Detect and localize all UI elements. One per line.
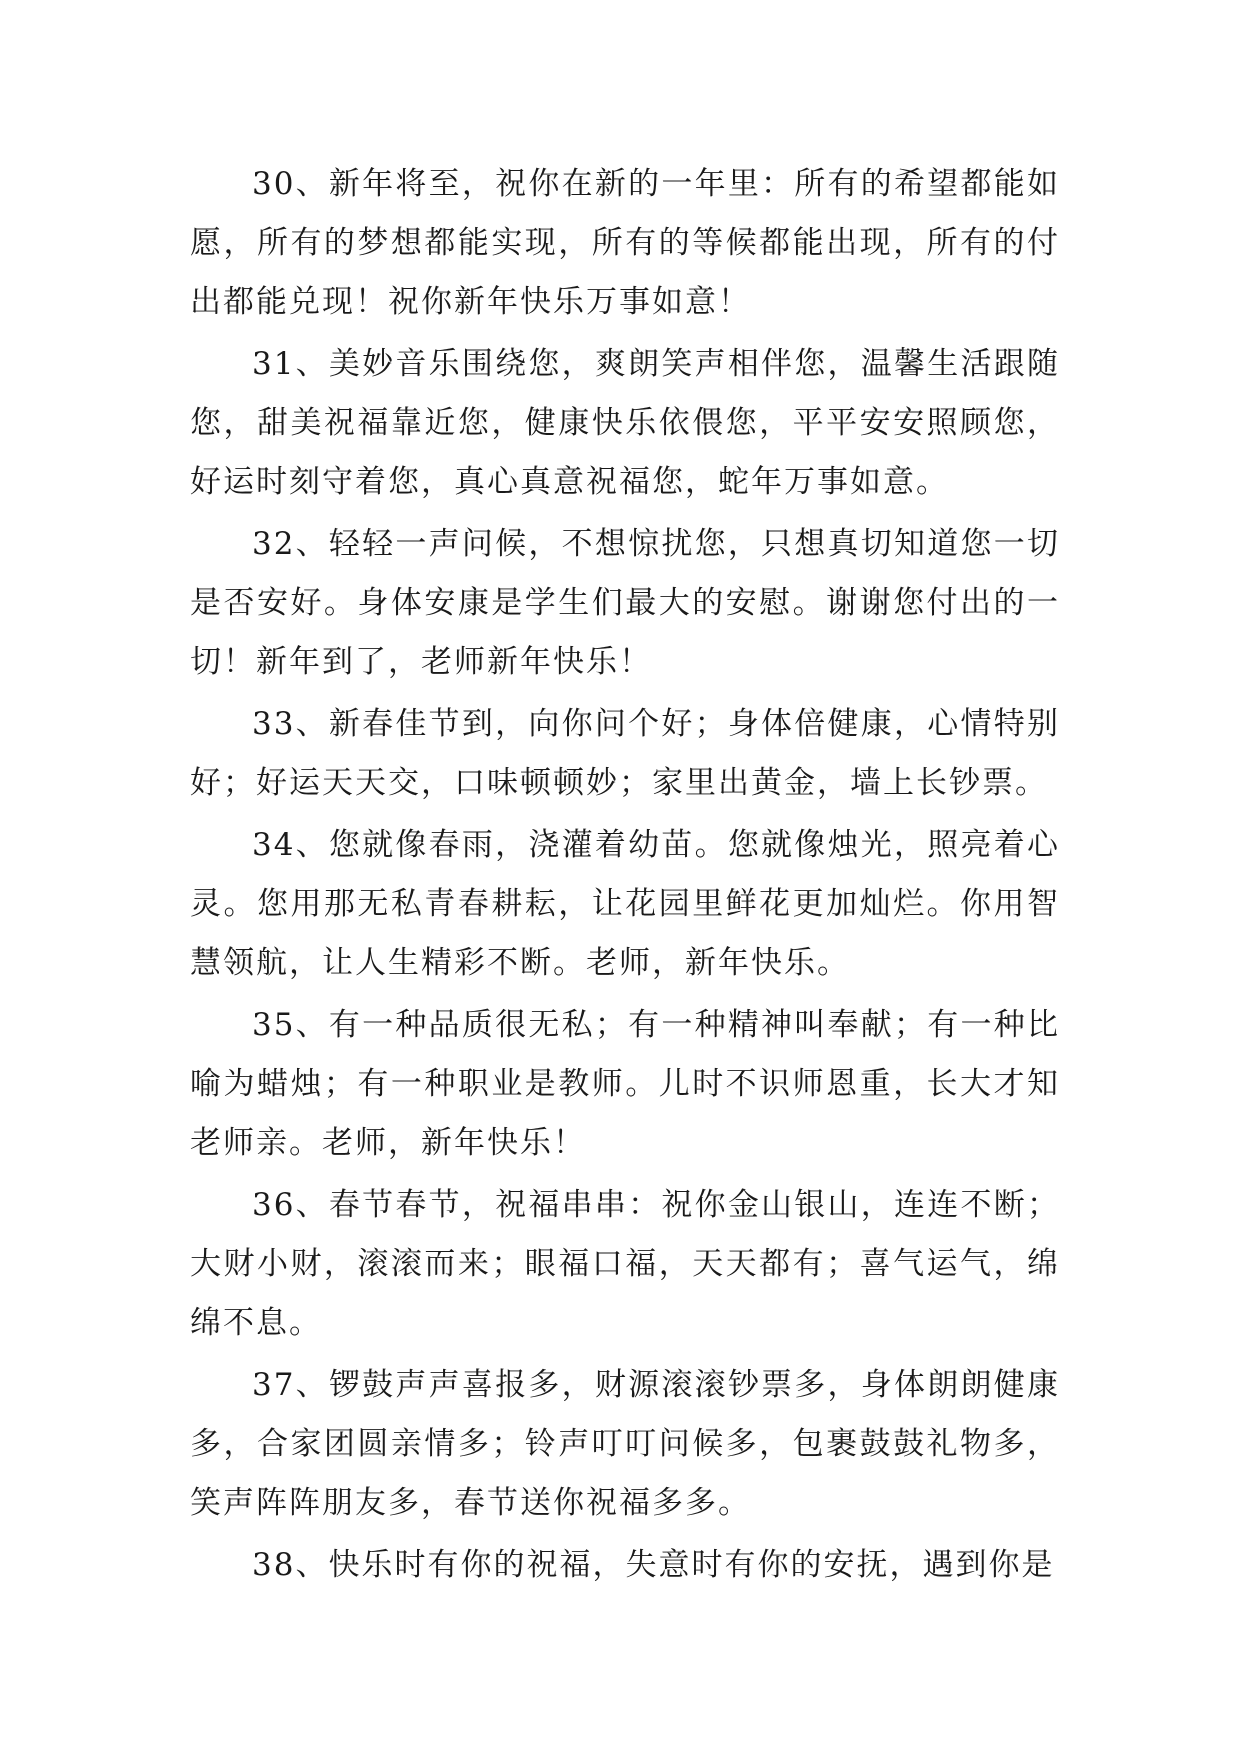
paragraph-33: 33、新春佳节到，向你问个好；身体倍健康，心情特别好；好运天天交，口味顿顿妙；家里出黄金，墙上长钞票。 bbox=[190, 706, 1060, 801]
paragraph-32: 32、轻轻一声问候，不想惊扰您，只想真切知道您一切是否安好。身体安康是学生们最大的安慰。谢谢您付出的一切！新年到了，老师新年快乐！ bbox=[190, 526, 1060, 680]
paragraph-35: 35、有一种品质很无私；有一种精神叫奉献；有一种比喻为蜡烛；有一种职业是教师。儿时不识师恩重，长大才知老师亲。老师，新年快乐！ bbox=[190, 1007, 1060, 1161]
paragraph-38: 38、快乐时有你的祝福，失意时有你的安抚，遇到你是 bbox=[252, 1547, 1055, 1583]
paragraph-37: 37、锣鼓声声喜报多，财源滚滚钞票多，身体朗朗健康多，合家团圆亲情多；铃声叮叮问候多，包裹鼓鼓礼物多，笑声阵阵朋友多，春节送你祝福多多。 bbox=[190, 1367, 1060, 1521]
paragraph-31: 31、美妙音乐围绕您，爽朗笑声相伴您，温馨生活跟随您，甜美祝福靠近您，健康快乐依偎您，平平安安照顾您，好运时刻守着您，真心真意祝福您，蛇年万事如意。 bbox=[190, 346, 1060, 500]
document-body bbox=[190, 155, 1060, 1598]
paragraph-34: 34、您就像春雨，浇灌着幼苗。您就像烛光，照亮着心灵。您用那无私青春耕耘，让花园里鲜花更加灿烂。你用智慧领航，让人生精彩不断。老师，新年快乐。 bbox=[190, 827, 1060, 981]
paragraph-36: 36、春节春节，祝福串串：祝你金山银山，连连不断；大财小财，滚滚而来；眼福口福，天天都有；喜气运气，绵绵不息。 bbox=[190, 1187, 1060, 1341]
paragraph-30: 30、新年将至，祝你在新的一年里：所有的希望都能如愿，所有的梦想都能实现，所有的等候都能出现，所有的付出都能兑现！祝你新年快乐万事如意！ bbox=[190, 166, 1060, 320]
